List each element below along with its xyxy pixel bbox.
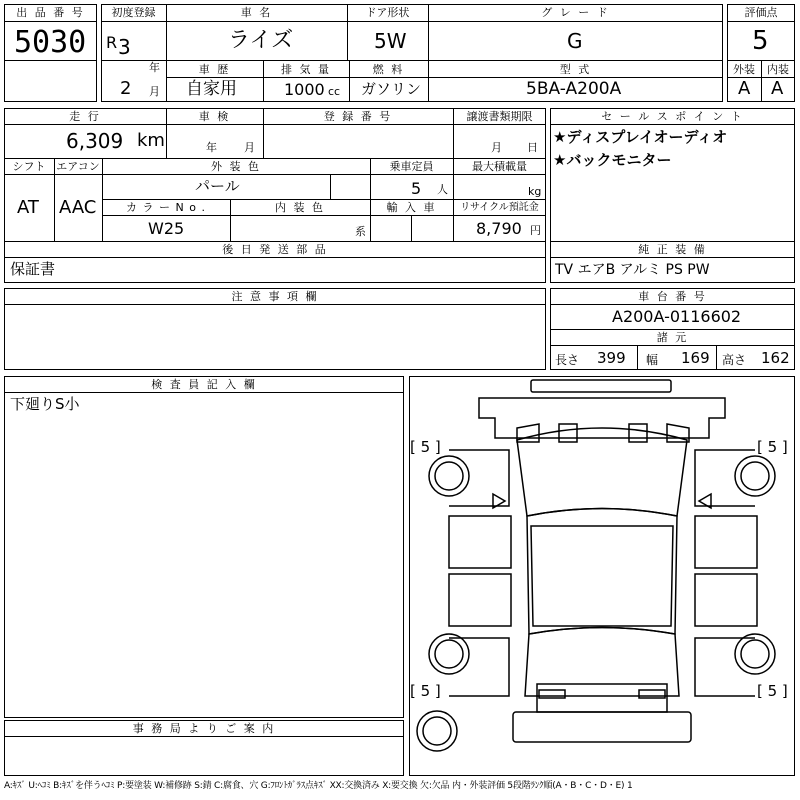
color-no-header: カ ラ ー N o . [126,201,206,214]
transfer-day-unit: 日 [527,141,538,154]
chassis-header: 車 台 番 号 [638,290,707,303]
equipment-header: 純 正 装 備 [638,243,707,256]
shift-value: AT [17,197,39,218]
recycle-value: 8,790 [476,219,522,238]
history-header: 車 歴 [198,63,231,76]
first-reg-header: 初度登録 [111,6,156,19]
exterior-score-value: A [738,78,751,99]
inspector-note: 下廻りS小 [10,395,80,413]
door-value: 5W [374,29,407,53]
equipment-value: TV エアB アルミ PS PW [555,262,710,278]
tread-front-left: [ 5 ] [410,438,441,456]
displacement-value: 1000 [284,80,325,99]
car-name-header: 車 名 [240,6,273,19]
width-value: 169 [681,349,710,367]
score-header: 評価点 [744,6,778,19]
sales-point-1: ★ディスプレイオーディオ [553,128,728,146]
tread-front-right: [ 5 ] [757,438,788,456]
score-value: 5 [752,26,769,56]
model-code-header: 型 式 [559,63,592,76]
int-color-header: 内 装 色 [275,201,325,214]
model-code-value: 5BA-A200A [526,79,622,99]
int-color-unit: 系 [355,225,366,238]
displacement-unit: cc [328,85,341,98]
history-value: 自家用 [186,79,237,99]
mileage-unit: km [137,130,165,151]
car-diagram [409,376,795,776]
reg-number-header: 登 録 番 号 [323,110,393,123]
transfer-month-unit: 月 [491,141,502,154]
transfer-deadline-header: 譲渡書類期限 [466,110,533,123]
interior-score-header: 内装 [767,63,789,76]
reg-year-value: 3 [118,35,131,59]
width-label: 幅 [646,353,659,367]
length-value: 399 [597,349,626,367]
aircon-value: AAC [59,197,97,218]
ext-color-value: パール [195,177,240,195]
sales-points-header: セ ー ル ス ポ イ ン ト [601,110,744,123]
later-parts-value: 保証書 [10,260,56,278]
recycle-header: リサイクル預託金 [460,202,539,213]
color-no-value: W25 [148,219,185,238]
inspector-header: 検 査 員 記 入 欄 [151,378,257,391]
legend-text: A:ｷｽﾞ U:ﾍｺﾐ B:ｷｽﾞを伴うﾍｺﾐ P:要塗装 W:補修跡 S:錆 C:腐食、穴 G:ﾌﾛﾝﾄｶﾞﾗｽ点ｷｽﾞ XX:交換済み X:要交換 欠:欠品 内・外装評価 5段階ﾗﾝｸ順(A・B・C・D・E) 1 [4,781,633,791]
recycle-unit: 円 [530,224,541,237]
car-name-value: ライズ [228,28,294,53]
fuel-value: ガソリン [361,80,422,98]
lot-number-value: 5030 [14,25,87,60]
specs-header: 諸 元 [656,331,689,344]
max-load-unit: kg [528,185,542,198]
inspection-header: 車 検 [198,110,231,123]
displacement-header: 排 気 量 [281,63,331,76]
shift-header: シフト [12,160,46,173]
reg-year-unit: 年 [149,61,160,74]
later-parts-header: 後 日 発 送 部 品 [222,243,328,256]
tread-rear-right: [ 5 ] [757,682,788,700]
office-header: 事 務 局 よ り ご 案 内 [132,722,276,735]
notes-header: 注 意 事 項 欄 [231,290,319,303]
aircon-header: エアコン [56,160,100,173]
ext-color-header: 外 装 色 [211,160,261,173]
inspector-box [4,376,404,718]
mileage-header: 走 行 [69,110,101,123]
door-header: ドア形状 [365,6,410,19]
grade-header: グ レ ー ド [541,6,610,19]
mileage-value: 6,309 [66,129,124,153]
chassis-value: A200A-0116602 [612,307,742,326]
height-value: 162 [761,349,790,367]
interior-score-value: A [771,78,784,99]
import-header: 輸 入 車 [386,201,437,214]
lot-number-header: 出 品 番 号 [16,6,85,19]
inspection-month-unit: 月 [244,141,255,154]
inspection-year-unit: 年 [206,141,217,154]
capacity-value: 5 [411,179,422,198]
grade-value: G [567,29,583,53]
reg-month-value: 2 [120,78,132,99]
exterior-score-header: 外装 [733,63,755,76]
fuel-header: 燃 料 [372,63,405,76]
reg-month-unit: 月 [149,85,160,98]
max-load-header: 最大積載量 [472,160,527,173]
era-label: R [106,33,118,52]
tread-rear-left: [ 5 ] [410,682,441,700]
height-label: 高さ [722,353,747,367]
sales-point-2: ★バックモニター [553,151,672,169]
capacity-unit: 人 [437,183,448,196]
length-label: 長さ [555,353,580,367]
capacity-header: 乗車定員 [389,160,434,173]
